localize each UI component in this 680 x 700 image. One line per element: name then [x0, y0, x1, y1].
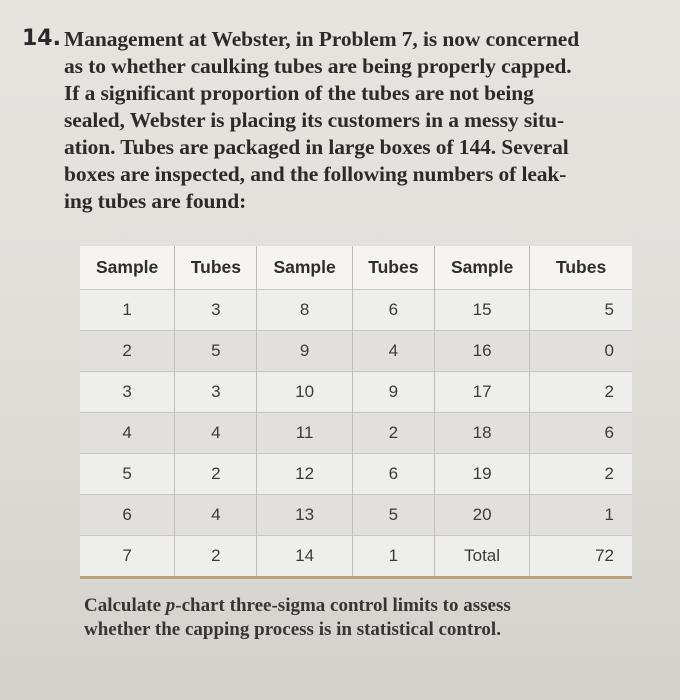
problem-line: sealed, Webster is placing its customers in a messy situ- [64, 108, 564, 132]
table-cell: 5 [530, 289, 632, 330]
table-cell: 3 [80, 371, 175, 412]
question-line: whether the capping process is in statistical control. [84, 619, 501, 640]
table-cell: 2 [530, 371, 632, 412]
table-cell: 18 [434, 412, 529, 453]
question-text [84, 594, 644, 642]
table-row [80, 535, 632, 576]
table-cell: 8 [257, 289, 352, 330]
column-header-tubes: Tubes [175, 246, 257, 289]
column-header-sample: Sample [434, 246, 529, 289]
data-table [80, 246, 632, 576]
table-row [80, 412, 632, 453]
question-line [84, 594, 644, 618]
problem-number: 14. [22, 26, 61, 51]
problem-statement [64, 26, 654, 215]
problem-line: Management at Webster, in Problem 7, is now concerned [64, 27, 580, 51]
problem-line: ation. Tubes are packaged in large boxes of 144. Several [64, 135, 569, 159]
column-header-tubes: Tubes [352, 246, 434, 289]
table-cell: 6 [530, 412, 632, 453]
leaking-tubes-table [80, 246, 632, 579]
table-cell: 11 [257, 412, 352, 453]
table-cell: 6 [352, 289, 434, 330]
table-cell: 4 [175, 494, 257, 535]
question-line-start: Calculate [84, 595, 166, 616]
table-cell: 13 [257, 494, 352, 535]
question-line-end: -chart three-sigma control limits to assess [175, 595, 511, 616]
p-variable: p [165, 595, 176, 616]
table-cell-total-label: Total [434, 535, 529, 576]
table-row [80, 330, 632, 371]
table-cell: 5 [175, 330, 257, 371]
table-cell: 9 [257, 330, 352, 371]
problem-line: boxes are inspected, and the following numbers of leak- [64, 162, 567, 186]
table-cell: 19 [434, 453, 529, 494]
problem-line: ing tubes are found: [64, 189, 247, 213]
table-cell: 2 [530, 453, 632, 494]
table-cell: 4 [175, 412, 257, 453]
table-cell: 0 [530, 330, 632, 371]
column-header-tubes: Tubes [555, 256, 607, 277]
table-cell: 5 [80, 453, 175, 494]
table-cell: 20 [434, 494, 529, 535]
table-cell: 1 [352, 535, 434, 576]
table-cell: 15 [434, 289, 529, 330]
table-row [80, 494, 632, 535]
table-cell: 4 [80, 412, 175, 453]
table-cell: 3 [175, 289, 257, 330]
table-cell: 1 [80, 289, 175, 330]
table-cell: 5 [352, 494, 434, 535]
table-cell: 2 [352, 412, 434, 453]
table-cell: 2 [175, 535, 257, 576]
table-row [80, 289, 632, 330]
table-cell: 6 [80, 494, 175, 535]
table-cell: 2 [80, 330, 175, 371]
table-cell: 1 [530, 494, 632, 535]
table-cell: 2 [175, 453, 257, 494]
table-cell: 6 [352, 453, 434, 494]
column-header-sample: Sample [257, 246, 352, 289]
table-cell: 3 [175, 371, 257, 412]
table-cell: 10 [257, 371, 352, 412]
table-cell-total-value: 72 [530, 535, 632, 576]
table-cell: 16 [434, 330, 529, 371]
table-header-row [80, 246, 632, 289]
problem-line: If a significant proportion of the tubes are not being [64, 81, 534, 105]
table-bottom-rule [80, 576, 632, 579]
table-row [80, 371, 632, 412]
table-cell: 17 [434, 371, 529, 412]
table-cell: 9 [352, 371, 434, 412]
table-row [80, 453, 632, 494]
table-cell: 14 [257, 535, 352, 576]
table-cell: 7 [80, 535, 175, 576]
table-cell: 12 [257, 453, 352, 494]
column-header-sample: Sample [80, 246, 175, 289]
problem-line: as to whether caulking tubes are being properly capped. [64, 54, 572, 78]
table-cell: 4 [352, 330, 434, 371]
